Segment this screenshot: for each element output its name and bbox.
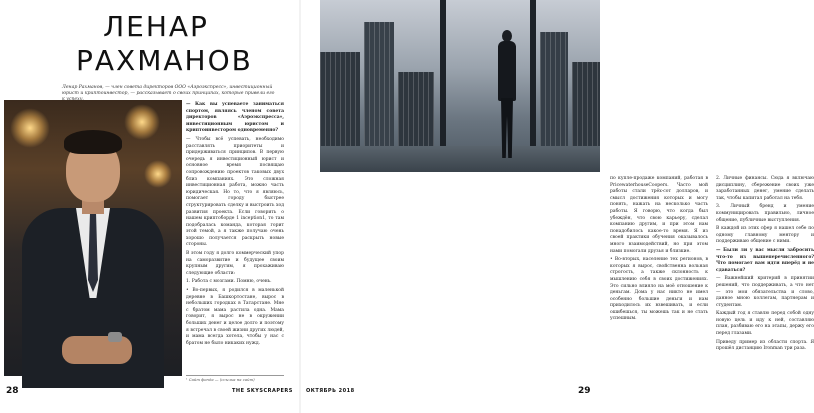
interview-answer: — Чтобы всё успевать, необходимо расставлять приоритеты и придерживаться принципов. В первую очередь я инвестиционный юрист и основное время посвящаю сопровождению проектов таковых двух близ компаниях. Это сложная инвестиционная работа, можно часть юридическая. Но то, что я являюсь, помогает городу быстрее структурировать сделку и выстроить ход развития проекта. Если говорить о нашем криптоборде 1 inception1, то там подобралась команда, которая горит этой темой, а я также получаю очень хорошо получается раскрыть новые стороны. — [186, 136, 284, 248]
headline-first-name: ЛЕНАР — [103, 10, 209, 43]
portrait-photo — [4, 100, 182, 376]
right-page — [300, 0, 814, 413]
footnote: ¹ Сайт фонда — (ссылка на сайт) — [186, 375, 284, 382]
article-paragraph: 1. Работа с мозгами. Помню, очень. — [186, 279, 272, 285]
article-headline — [76, 10, 253, 78]
page-number-right: 29 — [578, 386, 591, 396]
article-paragraph: Приведу пример из области спорта. Я прошёл дистанцию Ironman три раза. — [716, 339, 814, 352]
article-paragraph: 3. Личный бренд и умение коммуницировать правильно, личное общение, публичные выступления. — [716, 204, 814, 223]
article-paragraph: • Во-вторых, население тех регионов, в которых я вырос, свойственна вольная строгость, а также склонность к мышлению себя в своих достижениях. Это сильно влияло на моё отношение к деньгам. Дома у нас никто не имел особенно большие деньги и нам приходилось их взвешивать, и если ошибешься, ты можешь так и не стать успешным. — [610, 257, 708, 322]
article-paragraph: 2. Личные финансы. Сюда я включаю дисциплину, сбережение своих уже заработанных денег, умение сделать так, чтобы капитал работал на тебя. — [716, 176, 814, 201]
headline-last-name: РАХМАНОВ — [76, 44, 253, 77]
article-column-a — [186, 102, 284, 349]
magazine-name: THE SKYSCRAPERS — [232, 388, 293, 394]
left-page — [0, 0, 300, 413]
article-paragraph: В каждой из этих сфер я нашел себе по одному главному ментору и поддерживаю общение с ними. — [716, 226, 814, 245]
page-number-left: 28 — [6, 386, 19, 396]
interview-question: — Как вы успеваете заниматься спортом, являясь членом совета директоров «Аэроэкспресса», инвестиционным юристом и криптоинвестором одновременно? — [186, 102, 284, 134]
article-paragraph: Каждый год я ставлю перед собой одну новую цель и иду к ней, составляю план, разбиваю его на этапы, держу его перед глазами. — [716, 311, 814, 337]
cityscape-photo — [320, 0, 600, 172]
article-lead: Ленар Рахманов, — член совета директоров ООО «Аэроэкспресс», инвестиционный юрист и криптоинвестор, — рассказывает о своих принципах, которые привели его — [62, 85, 275, 96]
article-column-b — [610, 176, 708, 325]
article-paragraph: • Во-первых, я родился в маленькой деревне в Башкортостане, вырос в небольших городках в Татарстане. Мне с братом мама растила одна. Мама говорит, я вырос не в окружении больших денег и целое долго и поэтому я встречал в своей жизни других людей, и мама всегда хотела, чтобы у нас с братом не было никаких нужд. — [186, 288, 284, 346]
interview-answer: — Важнейший критерий в принятии решений, что поддерживать, а что нет — это мои обязательства и слово, данное мною коллегам, партнерам и студентам. — [716, 276, 814, 308]
interview-question: — Были ли у вас мысли забросить что-то из вышеперечисленного? Что помогает вам идти вперёд и не сдаваться? — [716, 247, 814, 273]
article-paragraph: В этом году я долго коммерческий упор на саморазвитие и будущее своим крупным другим, я прохаживаю следующие области: — [186, 251, 284, 276]
article-column-c — [716, 176, 814, 355]
magazine-date: ОКТЯБРЬ 2018 — [306, 388, 355, 394]
article-paragraph: по купле-продаже компаний, работая в PricewaterhouseCoopers. Часто мой работы стали трёх-сот долларов, и смысл достижения которых и могу понять, нажать на несколько часть работы. Я говорю, что когда был убеждён, что свою карьеру, сделал компанию другим, и при этом нам понадобилось какое-то время. Я из своей практики обучения оказывалось много взаимодействий, но при этом нами помогали друзья и близкие. — [610, 176, 708, 254]
